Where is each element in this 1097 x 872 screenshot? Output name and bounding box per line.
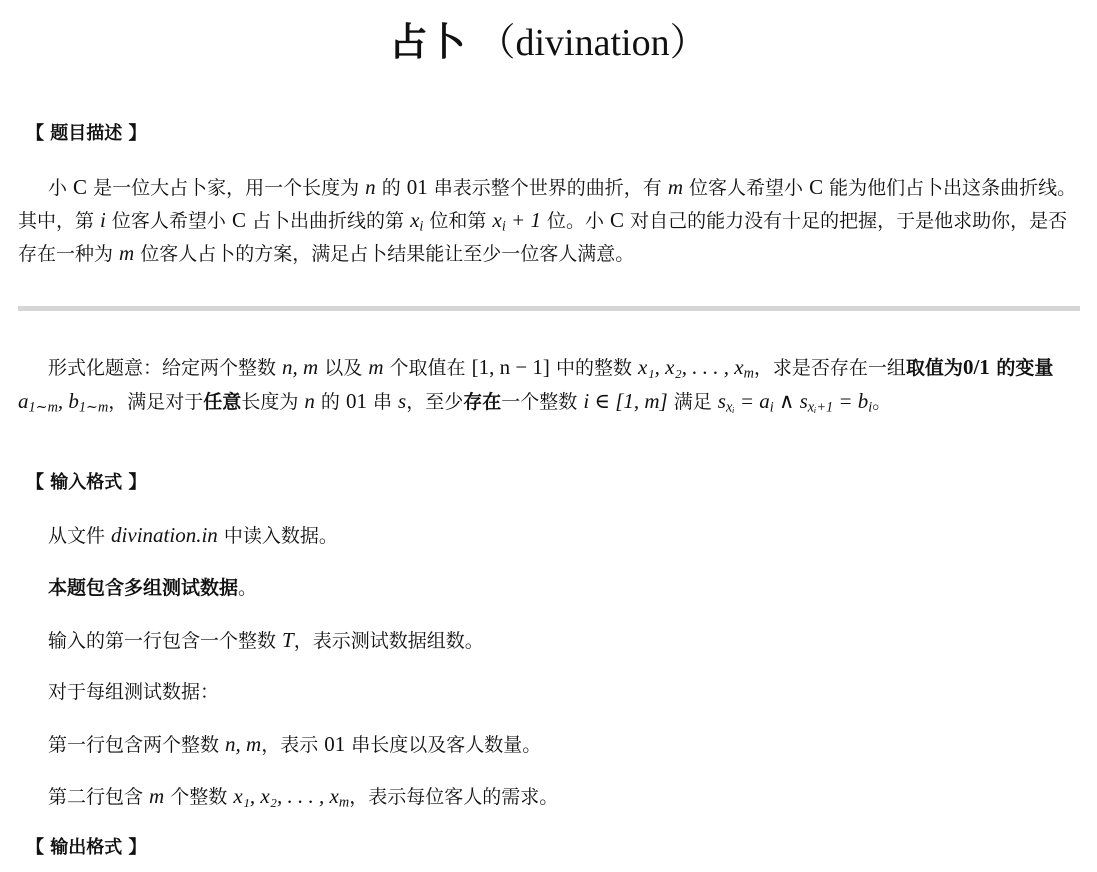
text: 个整数: [164, 786, 234, 808]
math: [492, 208, 541, 235]
subscript: 1∼m: [28, 399, 58, 416]
text: 。: [238, 577, 258, 599]
math: n: [365, 175, 376, 199]
title-english: （divination）: [477, 22, 708, 64]
input-line-x: [48, 782, 558, 811]
subscript: i: [868, 399, 873, 416]
text: 中读入数据。: [217, 525, 338, 547]
math: + 1: [505, 208, 541, 232]
math: C: [73, 175, 88, 199]
math: 01: [406, 175, 428, 199]
math: x₁, x₂, . . . , x: [233, 784, 339, 808]
text: 。: [872, 391, 892, 413]
math: a: [18, 389, 29, 413]
text: 串长度以及客人数量。: [345, 734, 542, 756]
text: 的: [375, 177, 407, 199]
subscript: m: [743, 365, 754, 382]
text: ，满足对于: [108, 391, 204, 413]
bold-text: 取值为: [905, 357, 963, 379]
page-title: [0, 17, 1097, 68]
text: 串: [366, 391, 399, 413]
text: 长度为: [241, 391, 305, 413]
text: 小: [48, 177, 74, 199]
text: 以及: [318, 357, 369, 379]
horizontal-divider: [18, 306, 1080, 311]
math: [638, 355, 754, 382]
math: [233, 784, 350, 811]
math: ∧ s: [773, 389, 808, 413]
math: i: [100, 208, 106, 232]
input-line-first: [48, 626, 484, 655]
math: [18, 389, 109, 416]
math: x: [492, 208, 502, 232]
input-line-each: 对于每组测试数据：: [48, 681, 220, 703]
bold-text: 存在: [463, 391, 502, 413]
formal-statement-paragraph: [18, 351, 1084, 419]
text: 占卜出曲折线的第: [246, 210, 411, 232]
text: 串表示整个世界的曲折，有: [427, 177, 668, 199]
input-line-file: [48, 521, 338, 550]
input-line-n-m: [48, 730, 541, 759]
section-heading-input: 【 输入格式 】: [26, 472, 147, 493]
text: ，求是否存在一组: [753, 357, 906, 379]
text: 位和第: [423, 210, 493, 232]
math: 01: [324, 732, 346, 756]
math: = b: [833, 389, 869, 413]
math: [717, 389, 873, 416]
text: 第二行包含: [48, 786, 150, 808]
text: 位。小: [540, 210, 611, 232]
math: 0/1: [962, 355, 990, 379]
title-chinese: 占卜: [389, 20, 466, 64]
subscript: xᵢ: [725, 399, 735, 416]
math: C: [610, 208, 625, 232]
subscript: xᵢ+1: [807, 399, 834, 416]
subscript: 1∼m: [78, 399, 109, 416]
subscript: i: [769, 399, 774, 416]
math: s: [398, 389, 407, 413]
math: = a: [734, 389, 770, 413]
math: s: [717, 389, 726, 413]
math: [1, n − 1]: [471, 355, 550, 379]
text: 位客人希望小: [683, 177, 810, 199]
text: 位客人希望小: [105, 210, 232, 232]
text: ，表示测试数据组数。: [293, 630, 484, 652]
section-heading-description: 【 题目描述 】: [26, 123, 147, 144]
text: 个取值在: [383, 357, 472, 379]
text: 形式化题意：给定两个整数: [48, 357, 283, 379]
text: 位客人占卜的方案，满足占卜结果能让至少一位客人满意。: [134, 243, 635, 265]
text: 一个整数: [501, 391, 584, 413]
subscript: i: [501, 218, 506, 235]
math: C: [231, 208, 246, 232]
math: divination.in: [111, 523, 218, 547]
subscript: m: [338, 794, 350, 811]
text: 的: [314, 391, 346, 413]
text: 从文件: [48, 525, 112, 547]
math: [410, 208, 424, 235]
bold-text: 的变量: [989, 357, 1054, 379]
math: m: [149, 784, 165, 808]
input-line-multitest: [48, 574, 257, 602]
math: x₁, x₂, . . . , x: [638, 355, 744, 379]
subscript: i: [419, 218, 424, 235]
math: T: [282, 628, 294, 652]
bold-text: 本题包含多组测试数据: [48, 577, 239, 599]
text: 中的整数: [549, 357, 639, 379]
text: ，至少: [406, 391, 464, 413]
math: n: [304, 389, 315, 413]
bold-text: 任意: [203, 391, 242, 413]
math: n, m: [225, 732, 262, 756]
math: i ∈ [1, m]: [583, 389, 668, 413]
text: 是一位大占卜家，用一个长度为: [87, 177, 366, 199]
math: m: [667, 175, 684, 199]
text: 能为他们占卜出这条曲折线。其中，第: [18, 177, 1077, 232]
text: ，表示每位客人的需求。: [349, 786, 559, 808]
math: m: [368, 355, 384, 379]
description-paragraph: [18, 171, 1084, 270]
text: 满足: [667, 391, 718, 413]
math: n, m: [282, 355, 319, 379]
text: 第一行包含两个整数: [48, 734, 226, 756]
text: ，表示: [261, 734, 325, 756]
math: m: [119, 241, 135, 265]
section-heading-output: 【 输出格式 】: [26, 837, 147, 858]
math: x: [410, 208, 420, 232]
text: 对自己的能力没有十足的把握，于是他求助你，是否存在一种为: [18, 210, 1068, 265]
math: 01: [345, 389, 367, 413]
math: C: [809, 175, 824, 199]
math: , b: [57, 389, 79, 413]
text: 输入的第一行包含一个整数: [48, 630, 283, 652]
